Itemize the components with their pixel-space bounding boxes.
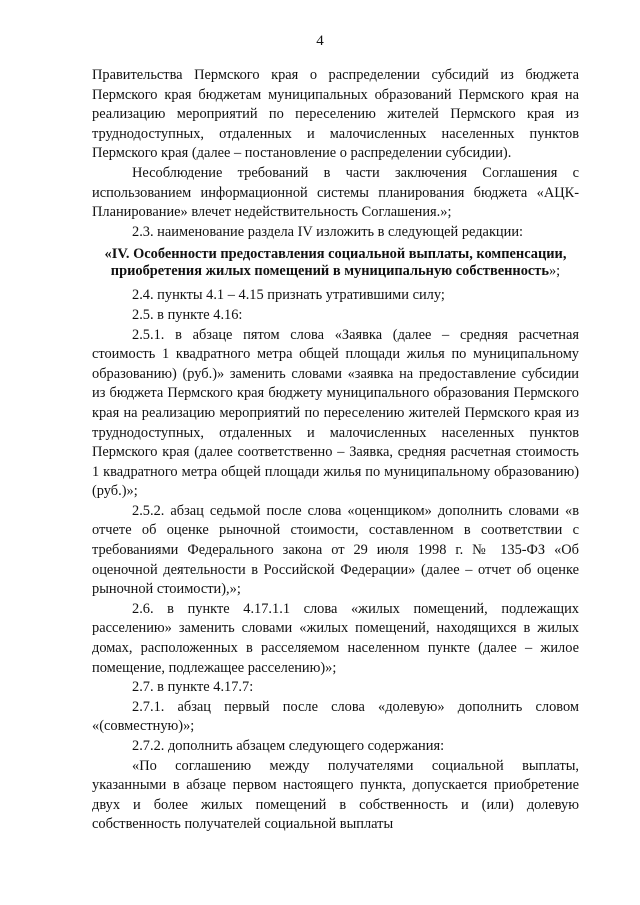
paragraph-2-7-2: 2.7.2. дополнить абзацем следующего содержания: [132,738,445,754]
paragraph-2-5-1: 2.5.1. в абзаце пятом слова «Заявка (далее – средняя расчетная стоимость 1 квадратного метра общей площади жилья по муниципальному образованию) (руб.)» заменить словами «заявка на предоставление субсидии из бюджета Пермского края бюджету муниципального образования Пермского края на реализацию мероприятий по переселению жителей Пермского края из труднодоступных, отдаленных и малочисленных населенных пунктов Пермского края (далее соответственно – Заявка, средняя расчетная стоимость 1 квадратного метра общей площади жилья по муниципальному образованию) (руб.)»; [92,326,579,500]
paragraph-2-5-2: 2.5.2. абзац седьмой после слова «оценщиком» дополнить словами «в отчете об оценке рыночной стоимости, составленном в соответствии с требованиями Федерального закона от 29 июля 1998 г. № 135-ФЗ «Об оценочной деятельности в Российской Федерации» (далее – отчет об оценке рыночной стоимости),»; [92,502,579,598]
paragraph-2-7-1: 2.7.1. абзац первый после слова «долевую» дополнить словом «(совместную)»; [92,698,579,735]
document-body [92,66,579,835]
paragraph-continuation: Правительства Пермского края о распределении субсидий из бюджета Пермского края бюджетам муниципальных образований Пермского края на реализацию мероприятий по переселению жителей Пермского края из труднодоступных, отдаленных и малочисленных населенных пунктов Пермского края (далее – постановление о распределении субсидии). [92,67,579,162]
paragraph-noncompliance: Несоблюдение требований в части заключения Соглашения с использованием информационной системы планирования бюджета «АЦК-Планирование» влечет недействительность Соглашения.»; [92,164,579,221]
paragraph-2-7: 2.7. в пункте 4.17.7: [132,679,254,696]
paragraph-2-6: 2.6. в пункте 4.17.1.1 слова «жилых помещений, подлежащих расселению» заменить словами «жилых помещений, находящихся в жилых домах, расположенных в расселяемом населенном пункте (далее – жилое помещение, подлежащее расселению)»; [92,600,579,676]
paragraph-2-3: 2.3. наименование раздела IV изложить в следующей редакции: [132,223,524,240]
page-number: 4 [316,33,324,49]
paragraph-agreement: «По соглашению между получателями социальной выплаты, указанными в абзаце первом настоящего пункта, допускается приобретение двух и более жилых помещений в собственность и (или) долевую собственность получателей социальной выплаты [92,757,579,833]
paragraph-2-4: 2.4. пункты 4.1 – 4.15 признать утратившими силу; [132,287,445,304]
section-heading-title: «IV. Особенности предоставления социальной выплаты, компенсации, приобретения жилых помещений в муниципальную собственность [104,246,567,280]
paragraph-2-5: 2.5. в пункте 4.16: [132,306,243,323]
section-heading-suffix: »; [548,263,561,280]
section-heading [92,246,579,280]
